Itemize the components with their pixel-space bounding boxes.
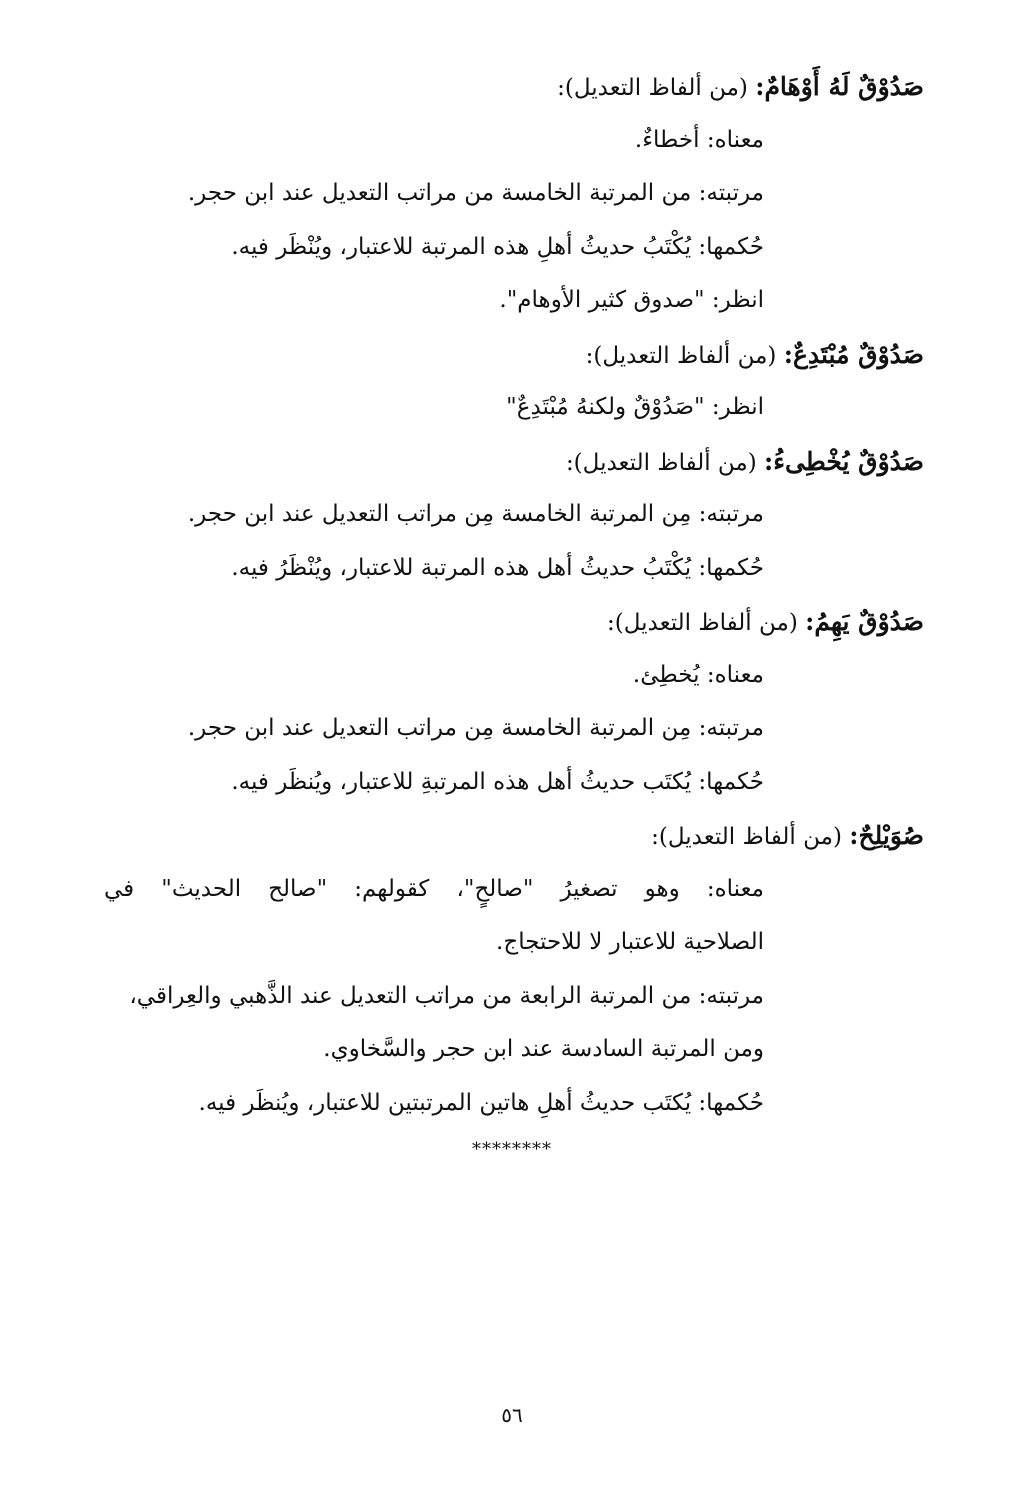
entry-term: صَدُوْقٌ يُخْطِىءُ:	[764, 446, 924, 476]
entry-rank-line: مرتبته: من المرتبة الرابعة من مراتب التعديل عند الذَّهبي والعِراقي،	[129, 982, 764, 1009]
entry-line: معناه: يُخطِئ.	[632, 661, 764, 688]
entry-heading	[104, 595, 924, 649]
entry-line: مرتبته: مِن المرتبة الخامسة مِن مراتب التعديل عند ابن حجر.	[187, 501, 764, 527]
entry-line: انظر: "صدوق كثير الأوهام".	[499, 287, 764, 313]
entry-category: (من ألفاظ التعديل):	[585, 342, 777, 369]
entry-heading	[104, 60, 924, 114]
entry-term: صَدُوْقٌ مُبْتَدِعٌ:	[783, 339, 924, 369]
entry-heading	[104, 809, 924, 863]
entry-heading	[104, 435, 924, 489]
entry-line: حُكمها: يُكْتَبُ حديثُ أهل هذه المرتبة للاعتبار، ويُنْظَرُ فيه.	[231, 554, 764, 581]
entry-term: صَدُوْقٌ لَهُ أَوْهَامٌ:	[755, 72, 924, 101]
entry-category: (من ألفاظ التعديل):	[565, 449, 757, 476]
section-separator: ********	[472, 1139, 552, 1160]
entry-line: حُكمها: يُكْتَبُ حديثُ أهلِ هذه المرتبة للاعتبار، ويُنْظَر فيه.	[231, 233, 764, 260]
document-page	[104, 60, 924, 1130]
entry-line: انظر: "صَدُوْقٌ ولكنهُ مُبْتَدِعٌ"	[506, 394, 764, 420]
entry-ruling-line: حُكمها: يُكتَب حديثُ أهلِ هاتين المرتبتين للاعتبار، ويُنظَر فيه.	[198, 1089, 764, 1116]
entry-line: مرتبته: مِن المرتبة الخامسة مِن مراتب التعديل عند ابن حجر.	[187, 715, 764, 741]
entry-heading	[104, 328, 924, 382]
entry-term: صُوَيْلِحٌ:	[849, 821, 924, 850]
entry-line: مرتبته: من المرتبة الخامسة من مراتب التعديل عند ابن حجر.	[187, 180, 764, 206]
entry-category: (من ألفاظ التعديل):	[651, 824, 842, 850]
entry-line: معناه: أخطاءٌ.	[634, 126, 764, 153]
entry-meaning-line: الصلاحية للاعتبار لا للاحتجاج.	[496, 929, 764, 955]
entry-line: حُكمها: يُكتَب حديثُ أهل هذه المرتبةِ للاعتبار، ويُنظَر فيه.	[231, 768, 764, 795]
entry-rank-line: ومن المرتبة السادسة عند ابن حجر والسَّخاوي.	[323, 1036, 764, 1062]
entry-term: صَدُوْقٌ يَهِمُ:	[805, 607, 924, 636]
page-number: ٥٦	[501, 1403, 523, 1427]
entry-category: (من ألفاظ التعديل):	[557, 75, 748, 101]
entry-category: (من ألفاظ التعديل):	[607, 610, 798, 636]
entry-meaning-line: معناه: وهو تصغيرُ "صالحٍ"، كقولهم: "صالح الحديث" في	[104, 875, 764, 902]
